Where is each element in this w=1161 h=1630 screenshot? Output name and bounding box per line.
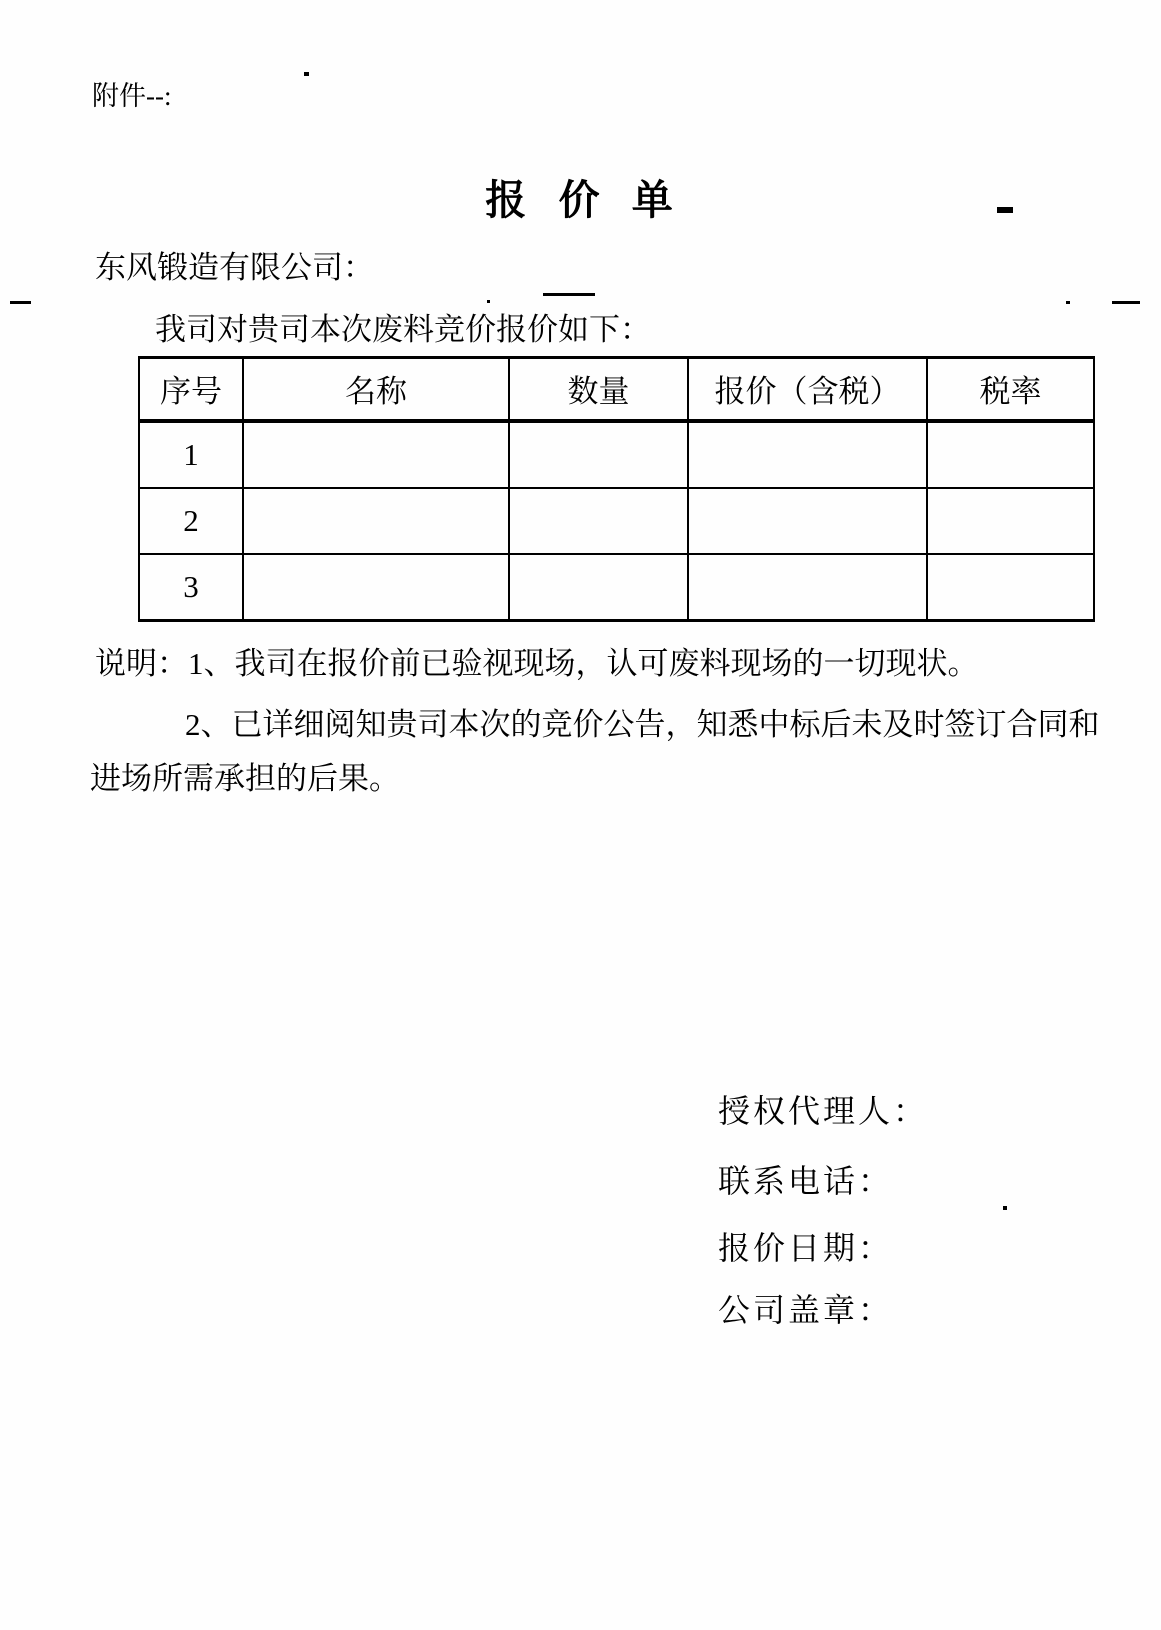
attachment-label: 附件--: — [92, 81, 172, 111]
scan-artifact — [304, 72, 309, 76]
scan-artifact — [1066, 301, 1070, 304]
column-header-tax-rate: 税率 — [927, 358, 1094, 421]
notes-line-3: 进场所需承担的后果。 — [90, 761, 400, 796]
column-header-name: 名称 — [243, 358, 509, 421]
column-header-quantity: 数量 — [509, 358, 688, 421]
quantity-cell — [509, 488, 688, 554]
price-cell — [688, 554, 927, 621]
scan-artifact — [487, 300, 490, 303]
price-cell — [688, 488, 927, 554]
table-header-row — [139, 358, 1094, 421]
table-row — [139, 488, 1094, 554]
name-cell — [243, 554, 509, 621]
recipient-line: 东风锻造有限公司： — [95, 250, 374, 285]
scan-artifact — [1003, 1206, 1007, 1210]
serial-number-cell: 2 — [139, 488, 243, 554]
table-row — [139, 554, 1094, 621]
company-seal-label: 公司盖章： — [718, 1292, 894, 1328]
column-header-price: 报价（含税） — [688, 358, 927, 421]
quantity-cell — [509, 554, 688, 621]
page-title: 报 价 单 — [485, 177, 676, 223]
price-cell — [688, 421, 927, 488]
notes-line-2: 2、已详细阅知贵司本次的竞价公告，知悉中标后未及时签订合同和 — [185, 707, 1100, 742]
scan-artifact — [1112, 301, 1140, 304]
tax-rate-cell — [927, 421, 1094, 488]
authorized-agent-label: 授权代理人： — [718, 1093, 929, 1129]
scan-artifact — [10, 301, 31, 304]
name-cell — [243, 421, 509, 488]
scan-artifact — [997, 207, 1013, 213]
quote-date-label: 报价日期： — [718, 1230, 894, 1266]
name-cell — [243, 488, 509, 554]
tax-rate-cell — [927, 488, 1094, 554]
notes-line-1: 说明：1、我司在报价前已验视现场，认可废料现场的一切现状。 — [95, 646, 979, 681]
column-header-serial: 序号 — [139, 358, 243, 421]
serial-number-cell: 3 — [139, 554, 243, 621]
serial-number-cell: 1 — [139, 421, 243, 488]
quantity-cell — [509, 421, 688, 488]
quotation-table — [138, 356, 1095, 622]
contact-phone-label: 联系电话： — [718, 1163, 894, 1199]
scan-artifact — [543, 293, 595, 296]
table-row — [139, 421, 1094, 488]
intro-line: 我司对贵司本次废料竞价报价如下： — [155, 312, 651, 347]
tax-rate-cell — [927, 554, 1094, 621]
